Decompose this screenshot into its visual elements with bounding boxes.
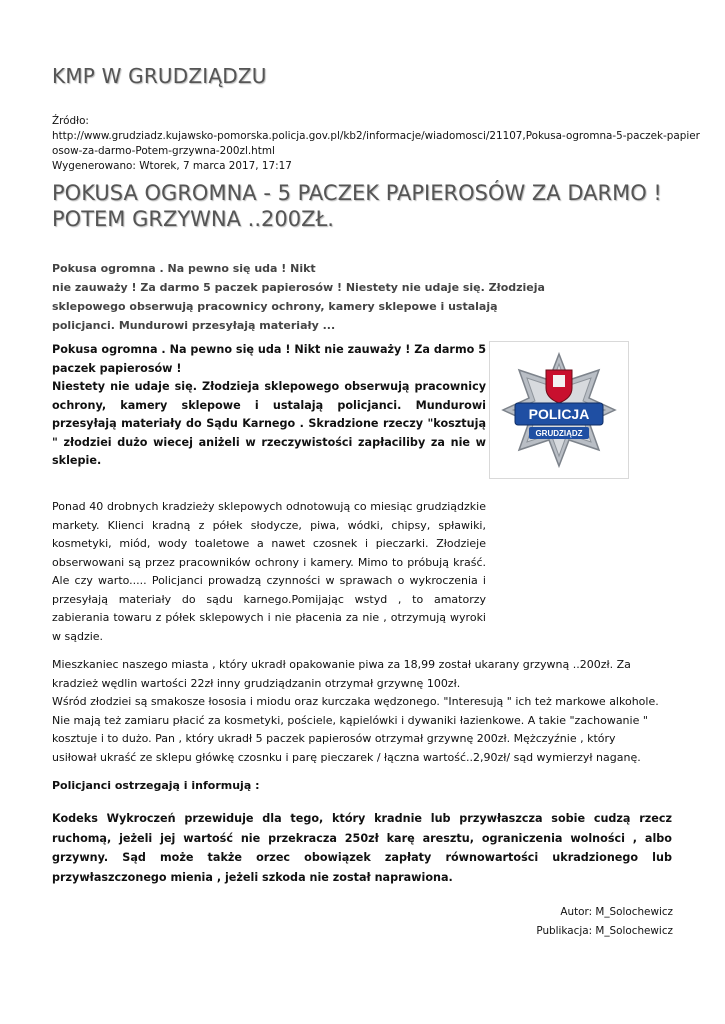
paragraph-2-line: Mieszkaniec naszego miasta , który ukradł opakowanie piwa za 18,99 został ukarany grzywną ..200zł. Za: [52, 658, 631, 671]
generated-date: Wygenerowano: Wtorek, 7 marca 2017, 17:17: [52, 160, 292, 172]
paragraph-2-line: kosztuje i to dużo. Pan , który ukradł 5 paczek papierosów otrzymał grzywnę 200zł. Mężczyźnie , który: [52, 732, 616, 745]
article-footer: [536, 903, 673, 941]
logo-text-city: GRUDZIĄDZ: [535, 429, 583, 438]
paragraph-2-line: Nie mają też zamiaru płacić za kosmetyki, pościele, kąpielówki i dywaniki łazienkowe. A takie "zachowanie ": [52, 713, 648, 727]
article-paragraph-1: Ponad 40 drobnych kradzieży sklepowych odnotowują co miesiąc grudziądzkie markety. Klienci kradną z półek słodycze, piwa, wódki, chipsy, spławiki, kosmetyki, miód, wody toaletowe a nawet czosnek i pieczarki. Złodzieje obserwowani są przez pracowników ochrony i kamery. Mimo to próbują kraść. Ale czy warto..... Policjanci prowadzą czynności w sprawach o wykroczenia i przesyłają materiały do sądu karnego.Pomijając wstyd , to amatorzy zabierania towaru z półek sklepowych i nie płacenia za nie , otrzymują wyroki w sądzie.: [52, 500, 486, 643]
article-lead: [52, 259, 552, 335]
police-logo-image: [489, 341, 629, 479]
source-url-line-2[interactable]: osow-za-darmo-Potem-grzywna-200zl.html: [52, 145, 275, 157]
lead-line: Pokusa ogromna . Na pewno się uda ! Nikt: [52, 262, 316, 275]
article-intro: [52, 341, 486, 471]
police-star-badge-icon: [490, 342, 628, 478]
publication-credit: Publikacja: M_Solochewicz: [536, 925, 673, 937]
intro-line-1: Pokusa ogromna . Na pewno się uda ! Nikt nie zauważy ! Za darmo 5 paczek papierosów !: [52, 343, 486, 375]
paragraph-2-line: kradzież wędlin wartości 22zł inny grudziądzanin otrzymał grzywnę 100zł.: [52, 676, 461, 690]
lead-line: nie zauważy ! Za darmo 5 paczek papierosów ! Niestety nie udaje się. Złodzieja: [52, 281, 545, 294]
paragraph-2-line: Wśród złodziei są smakosze łososia i miodu oraz kurczaka wędzonego. "Interesują " ich też markowe alkohole.: [52, 695, 659, 708]
law-paragraph: Kodeks Wykroczeń przewiduje dla tego, który kradnie lub przywłaszcza sobie cudzą rzecz ruchomą, jeżeli jej wartość nie przekracza 250zł karę aresztu, ograniczenia wolności , albo grzywny. Sąd może także orzec obowiązek zapłaty równowartości ukradzionego lub przywłaszczonego mienia , jeżeli szkoda nie został naprawiona.: [52, 812, 672, 884]
source-url-line-1[interactable]: http://www.grudziadz.kujawsko-pomorska.policja.gov.pl/kb2/informacje/wiadomosci/21107,Pokusa-ogromna-5-paczek-papier: [52, 130, 700, 142]
paragraph-2-line: usiłował ukraść ze sklepu główkę czosnku i parę pieczarek / łączna wartość..2,90zł/ sąd wymierzył naganę.: [52, 750, 641, 764]
intro-line-2: Niestety nie udaje się. Złodzieja sklepowego obserwują pracownicy ochrony, kamery sklepowe i ustalają policjanci. Mundurowi przesyłają materiały do Sądu Karnego . Skradzione rzeczy "kosztują " złodziei dużo wiecej aniżeli w rzeczywistości zapłaciliby za nie w sklepie.: [52, 380, 486, 467]
author-credit: Autor: M_Solochewicz: [560, 906, 673, 918]
site-title: KMP W GRUDZIĄDZU: [52, 64, 267, 88]
article-title: POKUSA OGROMNA - 5 PACZEK PAPIEROSÓW ZA DARMO ! POTEM GRZYWNA ..200ZŁ.: [52, 181, 662, 231]
source-meta: [52, 114, 700, 174]
logo-text-policja: POLICJA: [528, 406, 590, 422]
warning-heading: Policjanci ostrzegają i informują :: [52, 779, 260, 792]
article-paragraph-2: [52, 656, 674, 767]
lead-line: sklepowego obserwują pracownicy ochrony, kamery sklepowe i ustalają: [52, 300, 498, 313]
lead-line: policjanci. Mundurowi przesyłają materiały ...: [52, 319, 336, 332]
source-label: Źródło:: [52, 115, 89, 127]
